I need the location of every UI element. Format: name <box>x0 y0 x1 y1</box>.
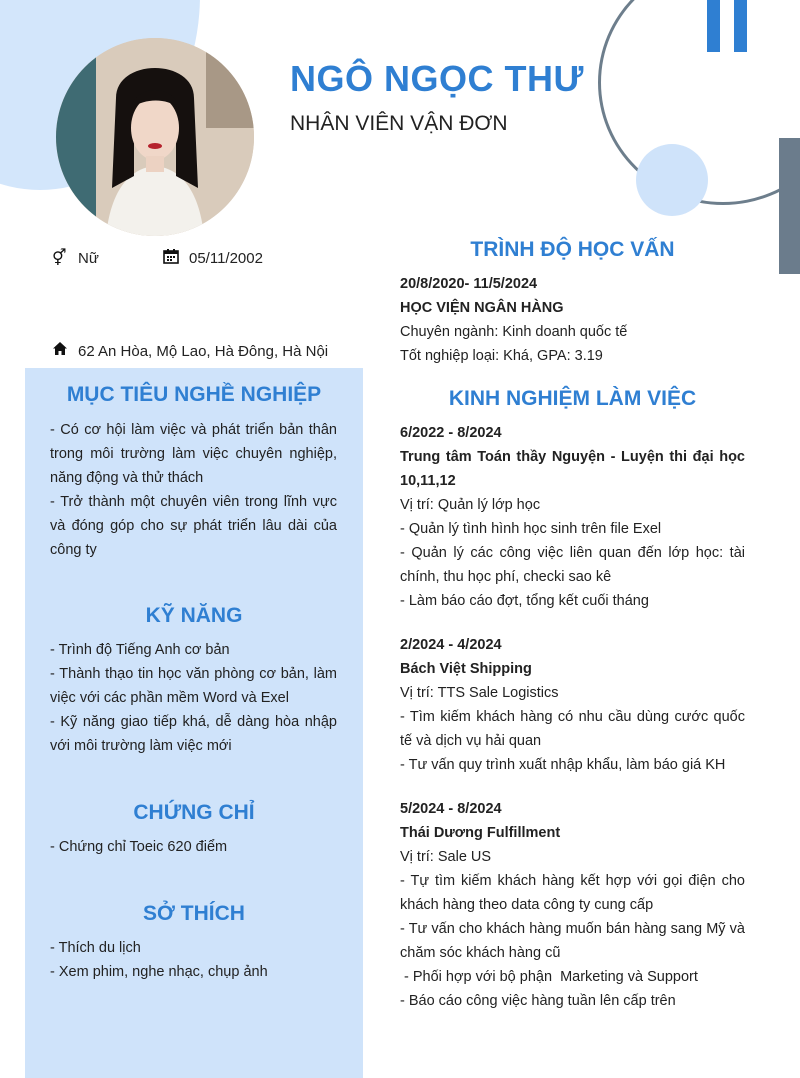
experience-company: Trung tâm Toán thầy Nguyện - Luyện thi đại học 10,11,12 <box>400 449 745 489</box>
objective-line: - Trở thành một chuyên viên trong lĩnh vực và đóng góp cho sự phát triển lâu dài của công ty <box>50 494 337 558</box>
section-title-skills: KỸ NĂNG <box>145 604 243 627</box>
address-value: 62 An Hòa, Mộ Lao, Hà Đông, Hà Nội <box>78 342 329 360</box>
education-grade: Tốt nghiệp loại: Khá, GPA: 3.19 <box>400 348 603 364</box>
experience-line: - Tư vấn quy trình xuất nhập khẩu, làm báo giá KH <box>400 757 726 773</box>
section-title-objective: MỤC TIÊU NGHỀ NGHIỆP <box>66 383 322 406</box>
section-title-education: TRÌNH ĐỘ HỌC VẤN <box>470 238 675 261</box>
skill-line: - Thành thạo tin học văn phòng cơ bản, làm việc với các phần mềm Word và Exel <box>50 666 337 706</box>
experience-line: - Làm báo cáo đợt, tổng kết cuối tháng <box>400 593 649 609</box>
job-title: NHÂN VIÊN VẬN ĐƠN <box>290 112 508 135</box>
objective-line: - Có cơ hội làm việc và phát triển bản thân trong môi trường làm việc chuyên nghiệp, năng động và thử thách <box>50 422 337 486</box>
gender-value: Nữ <box>78 249 99 267</box>
section-title-hobbies: SỞ THÍCH <box>143 902 245 925</box>
birthdate-value: 05/11/2002 <box>189 250 263 267</box>
hobby-line: - Xem phim, nghe nhạc, chụp ảnh <box>50 964 268 980</box>
experience-line: Vị trí: Quản lý lớp học <box>400 497 541 513</box>
experience-line: - Quản lý các công việc liên quan đến lớp học: tài chính, thu học phí, checki sao kê <box>400 545 745 585</box>
experience-line: Vị trí: Sale US <box>400 849 492 865</box>
calendar-icon <box>163 248 189 269</box>
experience-period: 5/2024 - 8/2024 <box>400 801 502 817</box>
experience-item <box>400 633 745 777</box>
education-school: HỌC VIỆN NGÂN HÀNG <box>400 300 564 316</box>
certificates-text <box>50 835 337 859</box>
experience-line: Vị trí: TTS Sale Logistics <box>400 685 559 701</box>
experience-line: - Quản lý tình hình học sinh trên file Exel <box>400 521 662 537</box>
decor-dot <box>636 144 708 216</box>
decor-bar <box>707 0 720 52</box>
education-major: Chuyên ngành: Kinh doanh quốc tế <box>400 324 628 340</box>
experience-line: - Phối hợp với bộ phận Marketing và Support <box>400 969 698 985</box>
section-title-experience: KINH NGHIỆM LÀM VIỆC <box>448 387 697 410</box>
education-period: 20/8/2020- 11/5/2024 <box>400 276 538 292</box>
avatar <box>56 38 254 236</box>
experience-company: Thái Dương Fulfillment <box>400 825 561 841</box>
experience-item <box>400 421 745 613</box>
gender-info <box>52 248 99 268</box>
experience-period: 2/2024 - 4/2024 <box>400 637 502 653</box>
experience-item <box>400 797 745 1013</box>
experience-line: - Tìm kiếm khách hàng có nhu cầu dùng cước quốc tế và dịch vụ hải quan <box>400 709 745 749</box>
experience-period: 6/2022 - 8/2024 <box>400 425 502 441</box>
experience-line: - Báo cáo công việc hàng tuần lên cấp trên <box>400 993 676 1009</box>
gender-icon: ⚥ <box>52 250 67 267</box>
decor-bar <box>734 0 747 52</box>
hobbies-text <box>50 936 337 984</box>
avatar-photo <box>56 38 254 236</box>
certificate-line: - Chứng chỉ Toeic 620 điểm <box>50 839 228 855</box>
decor-bar-gray <box>779 138 800 274</box>
skill-line: - Kỹ năng giao tiếp khá, dễ dàng hòa nhập với môi trường làm việc mới <box>50 714 337 754</box>
objective-text <box>50 418 337 562</box>
hobby-line: - Thích du lịch <box>50 940 141 956</box>
skills-text <box>50 638 337 758</box>
birthdate-info <box>163 248 263 269</box>
candidate-name: NGÔ NGỌC THƯ <box>290 58 584 99</box>
home-icon <box>52 341 78 361</box>
experience-line: - Tư vấn cho khách hàng muốn bán hàng sang Mỹ và chăm sóc khách hàng cũ <box>400 921 745 961</box>
education-block <box>400 272 745 368</box>
skill-line: - Trình độ Tiếng Anh cơ bản <box>50 642 230 658</box>
address-info <box>52 341 328 361</box>
experience-line: - Tự tìm kiếm khách hàng kết hợp với gọi điện cho khách hàng theo data công ty cung cấp <box>400 873 745 913</box>
section-title-certificates: CHỨNG CHỈ <box>133 801 255 824</box>
experience-company: Bách Việt Shipping <box>400 661 532 677</box>
